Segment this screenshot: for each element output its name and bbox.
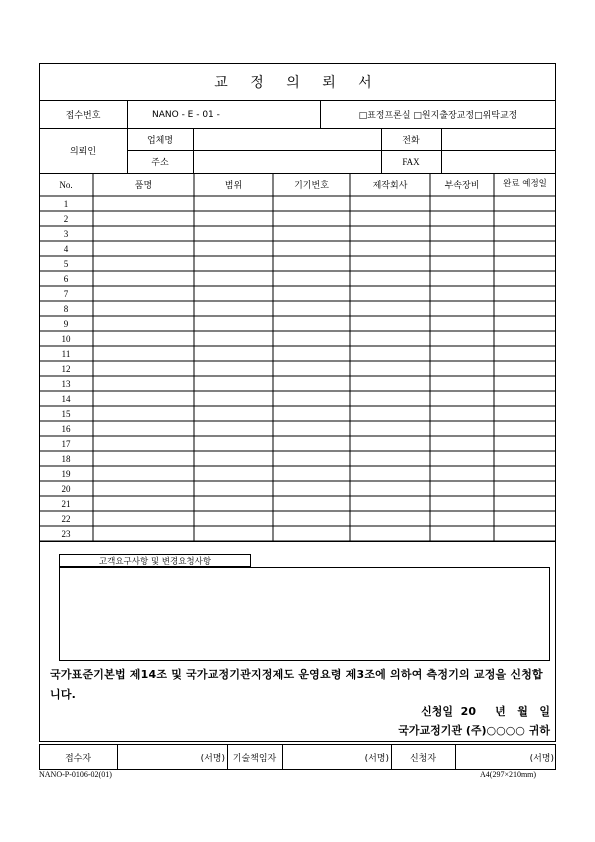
table-row-number: 1: [63, 198, 69, 209]
calibration-type-options: □표정프론실 □원지출장교정□위탁교정: [358, 111, 518, 121]
recipient-line: 국가교정기관 (주)○○○○ 귀하: [398, 724, 550, 737]
requests-label: 고객요구사항 및 변경요청사항: [98, 556, 212, 567]
applicant-label: 신청자: [409, 753, 437, 764]
table-row-number: 9: [63, 318, 69, 329]
requester-label: 의뢰인: [69, 147, 97, 157]
table-row-number: 3: [63, 228, 69, 239]
table-row-number: 22: [61, 513, 71, 524]
table-row-number: 8: [63, 303, 69, 314]
reception-number-value: NANO - E - 01 -: [152, 109, 220, 120]
table-row-number: 13: [61, 378, 71, 389]
table-row-number: 16: [61, 423, 71, 434]
paper-size: A4(297×210mm): [480, 770, 537, 779]
receiver-signature[interactable]: (서명): [200, 753, 225, 764]
application-date: 신청일 20 년 월 일: [421, 705, 550, 718]
table-row-number: 6: [63, 273, 69, 284]
application-statement: 국가표준기본법 제14조 및 국가교정기관지정제도 운영요령 제3조에 의하여 측정기의 교정을 신청합니다.: [50, 668, 543, 701]
divider: [39, 541, 556, 542]
requests-input-area[interactable]: [59, 567, 550, 661]
table-header-cell: No.: [59, 179, 73, 190]
table-row-number: 20: [61, 483, 71, 494]
table-row-number: 14: [61, 393, 71, 404]
company-label: 업체명: [146, 135, 174, 146]
table-row-number: 5: [63, 258, 69, 269]
form-title: 교 정 의 뢰 서: [39, 63, 556, 101]
table-header-cell: 범위: [224, 181, 243, 191]
table-row-number: 21: [61, 498, 71, 509]
table-row-number: 7: [63, 288, 69, 299]
table-header-cell: 완료 예정일: [503, 179, 547, 189]
table-row-number: 2: [63, 213, 69, 224]
table-row-number: 19: [61, 468, 71, 479]
applicant-signature[interactable]: (서명): [529, 753, 554, 764]
receiver-label: 접수자: [64, 753, 92, 764]
reception-number-label: 접수번호: [65, 111, 101, 121]
table-row-number: 12: [61, 363, 71, 374]
tech-manager-label: 기술책임자: [232, 753, 277, 764]
table-row-number: 10: [61, 333, 71, 344]
table-row-number: 17: [61, 438, 71, 449]
table-row-number: 23: [61, 528, 71, 539]
fax-label: FAX: [402, 156, 420, 167]
table-row-number: 4: [63, 243, 69, 254]
table-row-number: 18: [61, 453, 71, 464]
tech-manager-signature[interactable]: (서명): [364, 753, 389, 764]
table-row-number: 11: [61, 348, 71, 359]
table-header-cell: 부속장비: [444, 181, 480, 191]
phone-label: 전화: [402, 135, 420, 146]
table-header-cell: 기기번호: [294, 181, 329, 191]
table-header-cell: 품명: [134, 181, 153, 191]
form-code: NANO-P-0106-02(01): [39, 770, 112, 779]
address-label: 주소: [151, 158, 169, 168]
table-row-number: 15: [61, 408, 71, 419]
table-header-cell: 제작회사: [372, 181, 408, 191]
